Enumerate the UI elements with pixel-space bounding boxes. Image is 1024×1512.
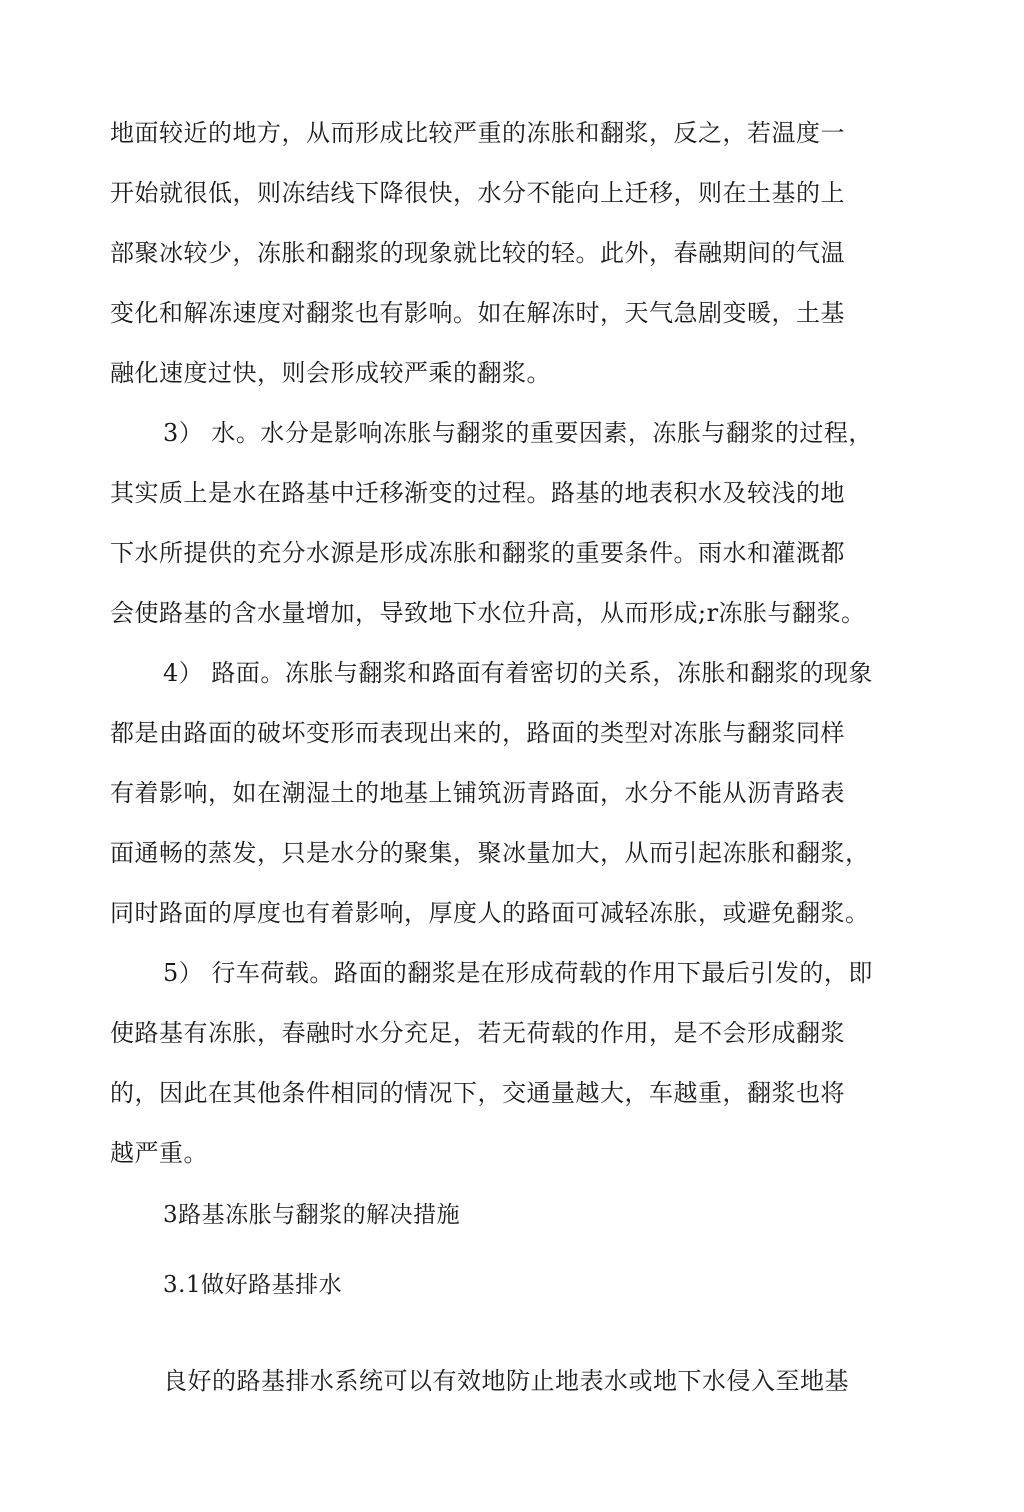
- text-line: 会使路基的含水量增加，导致地下水位升高，从而形成;r冻胀与翻浆。: [110, 599, 866, 627]
- text-line: 同时路面的厚度也有着影响，厚度人的路面可减轻冻胀，或避免翻浆。: [110, 899, 870, 927]
- text-line: 融化速度过快，则会形成较严乘的翻浆。: [110, 359, 551, 387]
- text-line: 5） 行车荷载。路面的翻浆是在形成荷载的作用下最后引发的，即: [163, 959, 873, 987]
- text-line: 3） 水。水分是影响冻胀与翻浆的重要因素，冻胀与翻浆的过程，: [163, 419, 873, 447]
- text-line: 部聚冰较少，冻胀和翻浆的现象就比较的轻。此外，春融期间的气温: [110, 239, 845, 267]
- section-heading: 3路基冻胀与翻浆的解决措施: [163, 1202, 461, 1228]
- subsection-heading: 3.1做好路基排水: [163, 1272, 343, 1298]
- text-line: 使路基有冻胀，春融时水分充足，若无荷载的作用，是不会形成翻浆: [110, 1019, 845, 1047]
- text-line: 4） 路面。冻胀与翻浆和路面有着密切的关系，冻胀和翻浆的现象: [163, 659, 873, 687]
- text-line: 其实质上是水在路基中迁移渐变的过程。路基的地表积水及较浅的地: [110, 479, 845, 507]
- text-line: 都是由路面的破坏变形而表现出来的，路面的类型对冻胀与翻浆同样: [110, 719, 845, 747]
- text-line: 良好的路基排水系统可以有效地防止地表水或地下水侵入至地基: [163, 1367, 849, 1395]
- text-line: 的，因此在其他条件相同的情况下，交通量越大，车越重，翻浆也将: [110, 1079, 845, 1107]
- text-line: 越严重。: [110, 1139, 208, 1167]
- text-line: 下水所提供的充分水源是形成冻胀和翻浆的重要条件。雨水和灌溉都: [110, 539, 845, 567]
- text-line: 地面较近的地方，从而形成比较严重的冻胀和翻浆，反之，若温度一: [110, 119, 845, 147]
- text-line: 面通畅的蒸发，只是水分的聚集，聚冰量加大，从而引起冻胀和翻浆，: [110, 839, 870, 867]
- text-line: 开始就很低，则冻结线下降很快，水分不能向上迁移，则在土基的上: [110, 179, 845, 207]
- text-line: 变化和解冻速度对翻浆也有影响。如在解冻时，天气急剧变暖，土基: [110, 299, 845, 327]
- text-line: 有着影响，如在潮湿土的地基上铺筑沥青路面，水分不能从沥青路表: [110, 779, 845, 807]
